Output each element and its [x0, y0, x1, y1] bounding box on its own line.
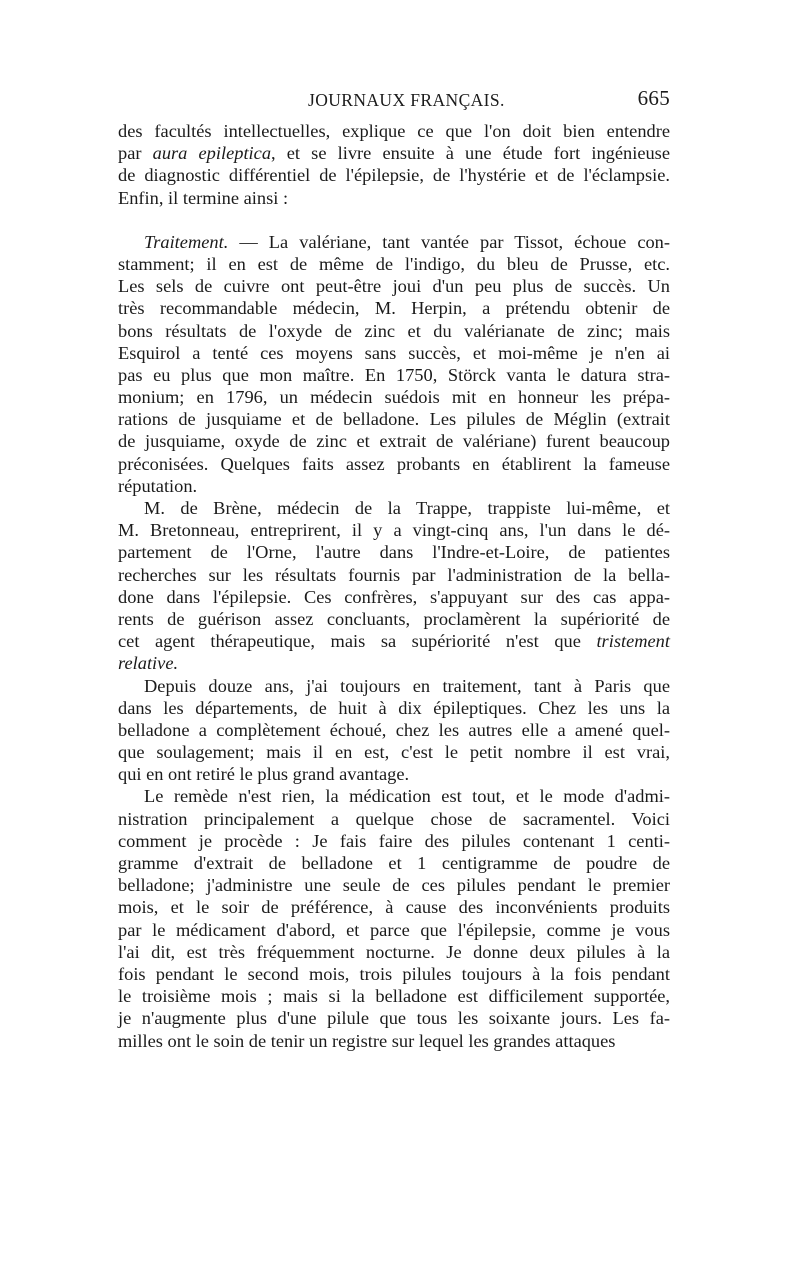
text-line: nistration principalement a quelque chose de sacramentel. Voici [118, 808, 670, 829]
text-line: recherches sur les résultats fournis par l'administration de la bella- [118, 564, 670, 585]
text-line: pas eu plus que mon maître. En 1750, Störck vanta le datura stra- [118, 364, 670, 385]
text-line: l'ai dit, est très fréquemment nocturne. Je donne deux pilules à la [118, 941, 670, 962]
book-page [118, 86, 670, 1052]
text-line: Traitement. — La valériane, tant vantée par Tissot, échoue con- [144, 231, 670, 252]
text-line: gramme d'extrait de belladone et 1 centigramme de poudre de [118, 853, 670, 873]
text-line: mois, et le soir de préférence, à cause des inconvénients produits [118, 897, 670, 918]
text-line: Le remède n'est rien, la médication est tout, et le mode d'admi- [144, 786, 670, 807]
text-line: Esquirol a tenté ces moyens sans succès, et moi-même je n'en ai [118, 342, 670, 363]
text-line: dans les départements, de huit à dix épileptiques. Chez les uns la [118, 697, 670, 718]
text-line [118, 652, 670, 674]
page-number: 665 [637, 86, 670, 110]
text-line: M. Bretonneau, entreprirent, il y a vingt-cinq ans, l'un dans le dé- [118, 520, 670, 541]
text-line: préconisées. Quelques faits assez probants en établirent la fameuse [118, 453, 670, 474]
text-line: le troisième mois ; mais si la belladone est difficilement supportée, [118, 986, 670, 1007]
text-line: monium; en 1796, un médecin suédois mit en honneur les prépa- [118, 387, 670, 408]
text-line: de jusquiame, oxyde de zinc et extrait de valériane) furent beaucoup [118, 431, 670, 452]
text-line: belladone; j'administre une seule de ces pilules pendant le premier [118, 875, 670, 896]
text-line: par aura epileptica, et se livre ensuite à une étude fort ingénieuse [118, 143, 670, 164]
italic-text: relative. [118, 653, 179, 674]
italic-text: Traitement. [144, 231, 229, 252]
running-head [118, 86, 670, 120]
text-line: réputation. [118, 475, 198, 496]
text-line: Les sels de cuivre ont peut-être joui d'un peu plus de succès. Un [118, 276, 670, 297]
text-line: Enfin, il termine ainsi : [118, 187, 289, 208]
paragraph [118, 675, 670, 786]
text-line: Depuis douze ans, j'ai toujours en traitement, tant à Paris que [144, 675, 670, 696]
text-line: très recommandable médecin, M. Herpin, a prétendu obtenir de [118, 298, 670, 319]
text-line: des facultés intellectuelles, explique ce que l'on doit bien entendre [118, 121, 670, 141]
text-line: cet agent thérapeutique, mais sa supériorité n'est que tristement [118, 631, 670, 652]
text-line: de diagnostic différentiel de l'épilepsie, de l'hystérie et de l'éclampsie. [118, 165, 670, 186]
text-line: milles ont le soin de tenir un registre sur lequel les grandes attaques [118, 1030, 616, 1051]
italic-text: tristement [596, 631, 670, 652]
text-line: partement de l'Orne, l'autre dans l'Indre-et-Loire, de patientes [118, 542, 670, 563]
text-line: fois pendant le second mois, trois pilules toujours à la fois pendant [118, 963, 670, 984]
paragraph-gap [118, 209, 670, 231]
paragraph [118, 497, 670, 675]
paragraph [118, 231, 670, 497]
text-line: done dans l'épilepsie. Ces confrères, s'appuyant sur des cas appa- [118, 586, 670, 607]
text-line: je n'augmente plus d'une pilule que tous les soixante jours. Les fa- [118, 1008, 670, 1029]
text-line: qui en ont retiré le plus grand avantage. [118, 764, 410, 785]
body-text [118, 120, 670, 1052]
paragraph [118, 120, 670, 209]
text-line: belladone a complètement échoué, chez les autres elle a amené quel- [118, 719, 670, 740]
running-title: JOURNAUX FRANÇAIS. [308, 90, 505, 110]
text-line: rents de guérison assez concluants, proclamèrent la supériorité de [118, 608, 670, 629]
text-line: bons résultats de l'oxyde de zinc et du valérianate de zinc; mais [118, 320, 670, 341]
text-line: rations de jusquiame et de belladone. Les pilules de Méglin (extrait [118, 409, 670, 430]
text-line: que soulagement; mais il en est, c'est le petit nombre il est vrai, [118, 742, 670, 763]
text-line: stamment; il en est de même de l'indigo, du bleu de Prusse, etc. [118, 253, 670, 274]
italic-text: aura epileptica [152, 143, 272, 164]
paragraph [118, 785, 670, 1051]
text-line: comment je procède : Je fais faire des pilules contenant 1 centi- [118, 830, 670, 851]
text-line: M. de Brène, médecin de la Trappe, trappiste lui-même, et [144, 498, 670, 518]
text-line: par le médicament d'abord, et parce que l'épilepsie, comme je vous [118, 919, 670, 940]
